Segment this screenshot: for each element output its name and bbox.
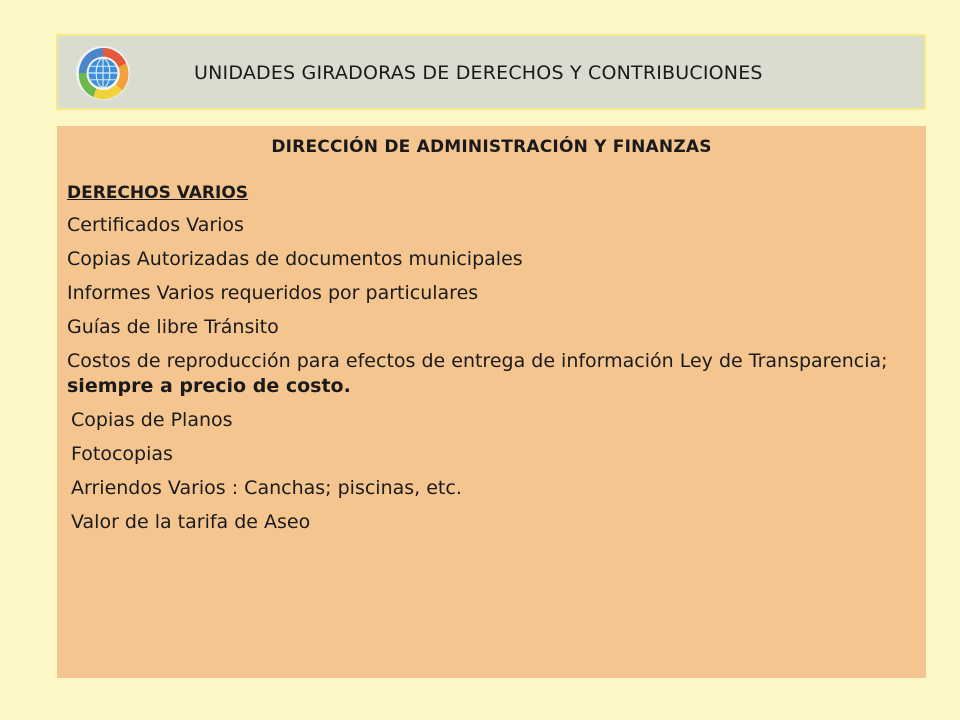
transparency-text: Costos de reproducción para efectos de entrega de información Ley de Transparencia;: [67, 350, 888, 372]
list-item: Valor de la tarifa de Aseo: [71, 511, 311, 533]
list-item: Copias de Planos: [71, 409, 233, 431]
list-item: Informes Varios requeridos por particulares: [67, 282, 479, 304]
list-heading: DERECHOS VARIOS: [67, 183, 249, 203]
rights-list: [67, 181, 917, 544]
list-item-transparency: [67, 349, 917, 399]
list-item: Fotocopias: [71, 443, 173, 465]
globe-hands-logo: [74, 44, 132, 102]
list-item: Certificados Varios: [67, 214, 244, 236]
list-item: Copias Autorizadas de documentos municipales: [67, 248, 523, 270]
section-title: DIRECCIÓN DE ADMINISTRACIÓN Y FINANZAS: [271, 137, 712, 157]
content-panel: [57, 126, 926, 678]
list-item: Arriendos Varios : Canchas; piscinas, etc.: [71, 477, 462, 499]
page-title: UNIDADES GIRADORAS DE DERECHOS Y CONTRIBUCIONES: [194, 62, 763, 84]
header-banner: [56, 34, 926, 110]
list-item: Guías de libre Tránsito: [67, 316, 279, 338]
transparency-bold-text: siempre a precio de costo.: [67, 375, 351, 397]
